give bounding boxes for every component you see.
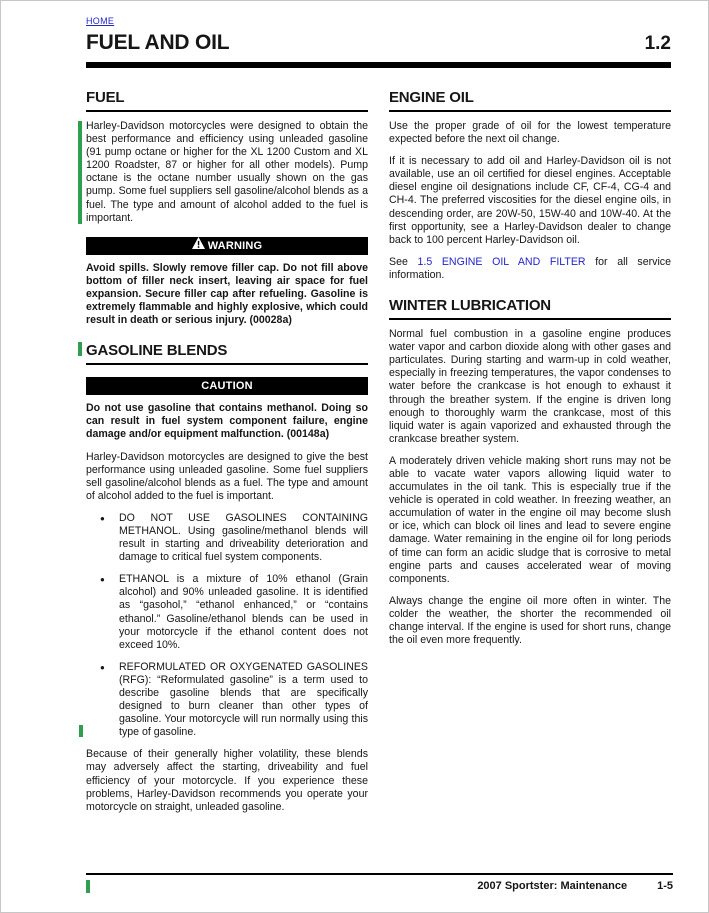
engine-oil-heading: ENGINE OIL bbox=[389, 89, 671, 112]
gasoline-blends-bullet-list bbox=[86, 512, 368, 740]
winter-lubrication-paragraph-3: Always change the engine oil more often in winter. The colder the weather, the shorter the recommended oil change interval. If the engine is used for short runs, change the oil even more frequently. bbox=[389, 594, 671, 647]
caution-text: Do not use gasoline that contains methanol. Doing so can result in fuel system component failure, engine damage and/or equipment malfunction. (00148a) bbox=[86, 402, 368, 441]
footer-manual-title: 2007 Sportster: Maintenance bbox=[477, 880, 628, 892]
see-also-prefix: See bbox=[389, 255, 418, 268]
warning-triangle-icon bbox=[192, 237, 205, 252]
section-number: 1.2 bbox=[644, 33, 671, 54]
right-column bbox=[389, 89, 671, 823]
winter-lubrication-heading: WINTER LUBRICATION bbox=[389, 297, 671, 320]
bullet-item-methanol: ● DO NOT USE GASOLINES CONTAINING METHANOL. Using gasoline/methanol blends will result in starting and driveability deterioration and damage to critical fuel system components. bbox=[86, 512, 368, 564]
page-title: FUEL AND OIL bbox=[86, 31, 230, 54]
bullet-item-reformulated-text: REFORMULATED OR OXYGENATED GASOLINES (RFG): “Reformulated gasoline” is a term used to describe gasoline blends that are specifically designed to burn cleaner than other types of gasoline. Your motorcycle will run normally using this type of gasoline. bbox=[119, 660, 368, 739]
engine-oil-filter-link[interactable]: 1.5 ENGINE OIL AND FILTER bbox=[417, 255, 586, 268]
caution-label: CAUTION bbox=[201, 380, 253, 393]
gasoline-blends-heading-text: GASOLINE BLENDS bbox=[86, 342, 228, 360]
change-bar bbox=[79, 725, 83, 737]
change-bar bbox=[78, 121, 82, 224]
two-column-body bbox=[86, 89, 671, 823]
change-bar bbox=[78, 342, 82, 356]
bullet-item-ethanol: ● ETHANOL is a mixture of 10% ethanol (Grain alcohol) and 90% unleaded gasoline. It is identified as “gasohol,” “ethanol enhanced,” or “contains ethanol.” Gasoline/ethanol blends can be used in your motorcycle if the ethanol content does not exceed 10%. bbox=[86, 573, 368, 652]
engine-oil-paragraph-1: Use the proper grade of oil for the lowest temperature expected before the next oil change. bbox=[389, 120, 671, 146]
engine-oil-paragraph-2: If it is necessary to add oil and Harley-Davidson oil is not available, use an oil certified for diesel engines. Acceptable diesel engine oil designations include CF, CF-4, CG-4 and CH-4. The preferred viscosities for the diesel engine oils, in descending order, are 20W-50, 15W-40 and 10W-40. At the first opportunity, see a Harley-Davidson dealer to change back to 100 percent Harley-Davidson oil. bbox=[389, 155, 671, 246]
fuel-paragraph-text: Harley-Davidson motorcycles were designed to obtain the best performance and efficiency using unleaded gasoline (91 pump octane or higher for the XL 1200 Custom and XL 1200 Roadster, 87 or higher for all other models). Pump octane is the octane number usually shown on the gas pump. Some fuel suppliers sell gasoline/alcohol blends as a fuel. The type and amount of alcohol added to the fuel is important. bbox=[86, 120, 368, 224]
gasoline-blends-paragraph: Harley-Davidson motorcycles are designed to give the best performance using unleaded gasoline. Some fuel suppliers sell gasoline/alcohol blends as a fuel. The type and amount of alcohol added to the fuel is important. bbox=[86, 450, 368, 502]
change-bar bbox=[86, 880, 90, 893]
see-also-suffix: for all service information. bbox=[389, 255, 671, 281]
warning-banner bbox=[86, 237, 368, 255]
header-rule bbox=[86, 62, 671, 68]
engine-oil-see-also bbox=[389, 256, 671, 282]
winter-lubrication-paragraph-1: Normal fuel combustion in a gasoline engine produces water vapor and carbon dioxide along with other gases and particulates. During starting and warm-up in cold weather, especially in freezing temperatures, the vapor condenses to water before the crankcase is hot enough to exhaust it through the breather system. If the engine is driven long enough to thoroughly warm the crankcase, most of this liquid water is again vaporized and exhausted through the crankcase breather system. bbox=[389, 328, 671, 445]
warning-label: WARNING bbox=[207, 239, 263, 252]
fuel-paragraph bbox=[86, 120, 368, 225]
gasoline-blends-closing-paragraph: Because of their generally higher volatility, these blends may adversely affect the starting, driveability and fuel efficiency of your motorcycle. If you experience these problems, Harley-Davidson recommends you operate your motorcycle on straight, unleaded gasoline. bbox=[86, 748, 368, 813]
page-footer bbox=[86, 873, 673, 893]
warning-text: Avoid spills. Slowly remove filler cap. Do not fill above bottom of filler neck insert, leaving air space for fuel expansion. Secure filler cap after refueling. Gasoline is extremely flammable and highly explosive, which could result in death or serious injury. (00028a) bbox=[86, 261, 368, 327]
footer-page-number: 1-5 bbox=[657, 880, 673, 892]
fuel-heading: FUEL bbox=[86, 89, 368, 112]
winter-lubrication-paragraph-2: A moderately driven vehicle making short runs may not be able to vacate water vapors allowing liquid water to accumulates in the oil tank. This is especially true if the vehicle is operated in cold weather. In freezing weather, an accumulation of water in the engine oil may become slush or ice, which can block oil lines and lead to severe engine damage. Water remaining in the engine oil for long periods of time can form an acidic sludge that is corrosive to metal engine parts and causes accelerated wear of moving components. bbox=[389, 454, 671, 585]
bullet-item-reformulated bbox=[86, 661, 368, 740]
page-header bbox=[86, 31, 671, 55]
left-column bbox=[86, 89, 368, 823]
footer-rule bbox=[86, 873, 673, 875]
gasoline-blends-heading bbox=[86, 342, 368, 365]
home-link[interactable]: HOME bbox=[86, 16, 115, 26]
caution-banner bbox=[86, 377, 368, 395]
